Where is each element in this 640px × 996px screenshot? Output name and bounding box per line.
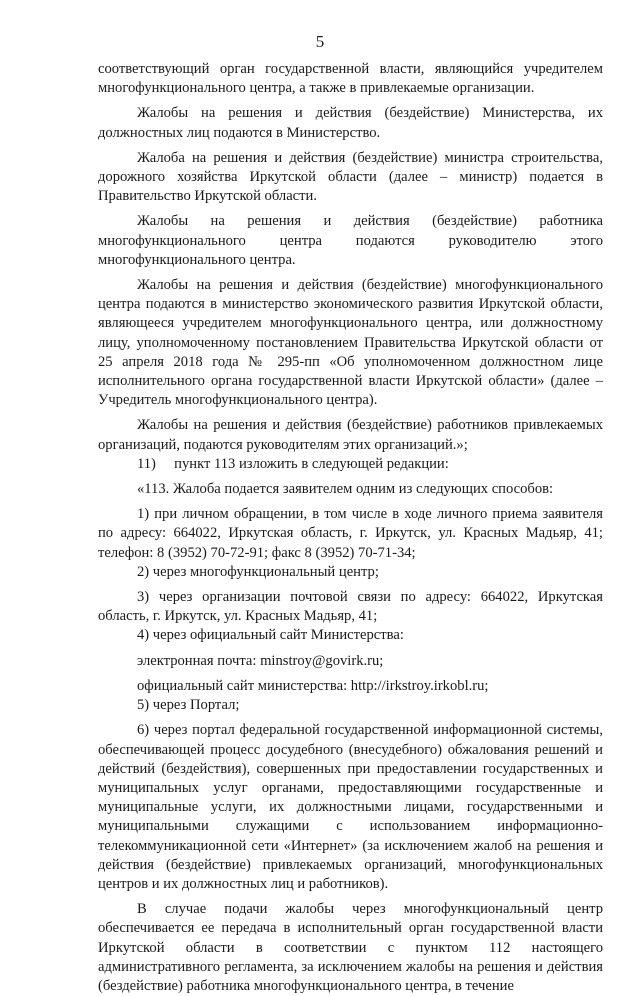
paragraph-4: Жалобы на решения и действия (бездействие) работника многофункционального центра подаются руководителю этого многофункционального центра. xyxy=(98,213,603,268)
paragraph-2: Жалобы на решения и действия (бездействие) Министерства, их должностных лиц подаются в Министерство. xyxy=(98,105,603,141)
paragraph-17: В случае подачи жалобы через многофункциональный центр обеспечивается ее передача в исполнительный орган государственной власти Иркутской области в соответствии с пунктом 112 настоящего административного регламента, за исключением жалобы на решения и действия (бездействие) работника многофункционального центра, в течение xyxy=(98,901,603,994)
paragraph-6: Жалобы на решения и действия (бездействие) работников привлекаемых организаций, подаются руководителям этих организаций.»; xyxy=(98,417,603,453)
paragraph-3: Жалоба на решения и действия (бездействие) министра строительства, дорожного хозяйства Иркутской области (далее – министр) подается в Правительство Иркутской области. xyxy=(98,149,603,205)
paragraph-15: 5) через Портал; xyxy=(137,697,240,714)
paragraph-5: Жалобы на решения и действия (бездействие) многофункционального центра подаются в министерство экономического развития Иркутской области, являющееся учредителем многофункционального центра, или должностному лицу, уполномоченному постановлением Правительства Иркутской области от 25 апреля 2018 года № 295-пп «Об уполномоченном должностном лице исполнительного органа государственной власти Иркутской области» (далее – Учредитель многофункционального центра). xyxy=(98,277,603,409)
paragraph-11: 3) через организации почтовой связи по адресу: 664022, Иркутская область, г. Иркутск, ул. Красных Мадьяр, 41; xyxy=(98,589,603,625)
page-number: 5 xyxy=(315,32,325,51)
paragraph-12: 4) через официальный сайт Министерства: xyxy=(137,627,404,644)
paragraph-14: официальный сайт министерства: http://irkstroy.irkobl.ru; xyxy=(137,677,489,694)
document-body xyxy=(98,60,603,996)
paragraph-9: 1) при личном обращении, в том числе в ходе личного приема заявителя по адресу: 664022, Иркутская область, г. Иркутск, ул. Красных Мадьяр, 41; телефон: 8 (3952) 70-72-91; факс 8 (3952) 70-71-34; xyxy=(98,506,603,561)
paragraph-8: «113. Жалоба подается заявителем одним из следующих способов: xyxy=(137,481,554,498)
paragraph-1: соответствующий орган государственной власти, являющийся учредителем многофункционального центра, а также в привлекаемые организации. xyxy=(98,61,603,97)
paragraph-16: 6) через портал федеральной государственной информационной системы, обеспечивающей процесс досудебного (внесудебного) обжалования решений и действий (бездействия), совершенных при предоставлении государственных и муниципальных услуг органами, предоставляющими государственные и муниципальные услуги, их должностными лицами, государственными и муниципальными служащими с использованием информационно-телекоммуникационной сети «Интернет» (за исключением жалоб на решения и действия (бездействие) привлекаемых организаций, многофункциональных центров и их должностных лиц и работников). xyxy=(98,722,603,892)
paragraph-7: 11) пункт 113 изложить в следующей редакции: xyxy=(137,455,449,472)
paragraph-13: электронная почта: minstroy@govirk.ru; xyxy=(137,652,384,669)
paragraph-10: 2) через многофункциональный центр; xyxy=(137,563,379,580)
